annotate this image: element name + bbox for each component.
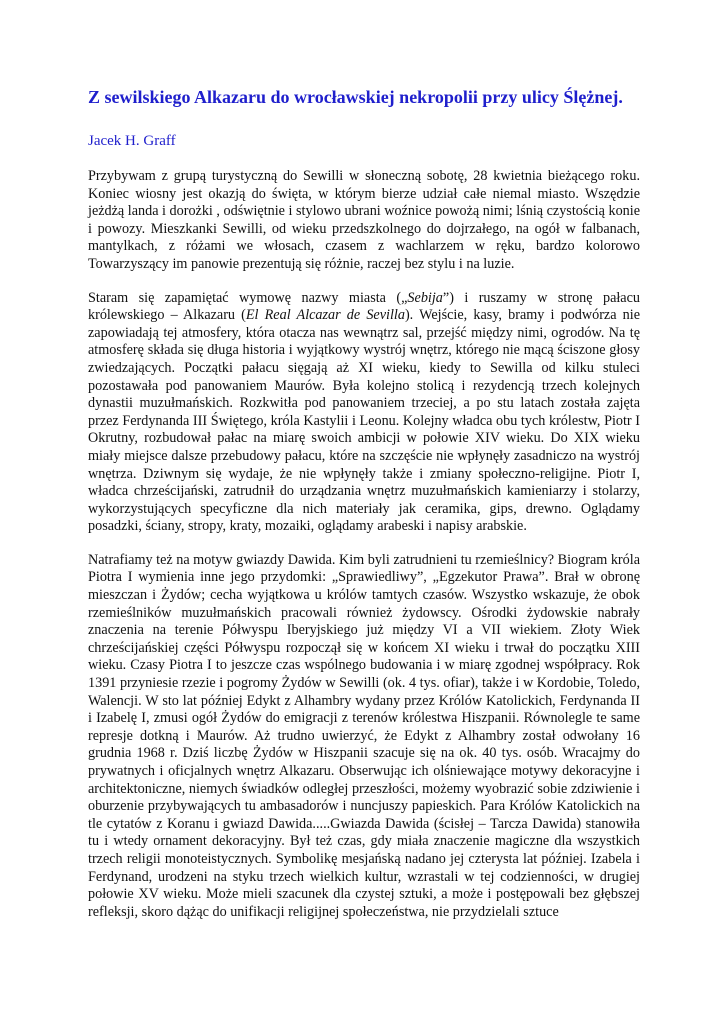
paragraph-2-part-3: ). Wejście, kasy, bramy i podwórza nie zapowiadają tej atmosfery, która otacza nas wewnątrz sal, przejść między nimi, ogrodów. Na tę atmosferę składa się długa historia i wyjątkowy wystrój wnętrz, którego nie mącą ściszone głosy zwiedzających. Początki pałacu sięgają aż XI wieku, kiedy to Sewilla od kilku stuleci pozostawała pod panowaniem Maurów. Była kolejno stolicą i rezydencją trzech kolejnych dynastii muzułmańskich. Rozkwitła pod panowaniem trzeciej, a po stu latach została zajęta przez Ferdynanda III Świętego, króla Kastylii i Leonu. Kolejny władca obu tych królestw, Piotr I Okrutny, rozbudował pałac na miarę swoich ambicji w połowie XIV wieku. Do XIX wieku miały miejsce dalsze przebudowy pałacu, które na szczęście nie wpłynęły zasadniczo na wystrój wnętrza. Dziwnym się wydaje, że nie wpłynęły także i zmiany społeczno-religijne. Piotr I, władca chrześcijański, zatrudnił do urządzania wnętrz muzułmańskich kamieniarzy i stolarzy, wykorzystujących specyficzne dla nich materiały jak ceramika, gips, drewno. Oglądamy posadzki, ściany, stropy, kraty, mozaiki, oglądamy arabeski i napisy arabskie. (88, 307, 641, 535)
paragraph-2-part-1: Staram się zapamiętać wymowę nazwy miasta („ (88, 289, 408, 306)
city-name-pronunciation: Sebija (407, 289, 443, 306)
palace-spanish-name: El Real Alcazar de Sevilla (245, 307, 405, 324)
paragraph-3: Natrafiamy też na motyw gwiazdy Dawida. Kim byli zatrudnieni tu rzemieślnicy? Biogram króla Piotra I wymienia inne jego przydomki: „Sprawiedliwy”, „Egzekutor Prawa”. Brał w obronę mieszczan i Żydów; cecha wyjątkowa u królów tamtych czasów. Wszystko wskazuje, że obok rzemieślników muzułmańskich pracowali również żydowscy. Ośrodki żydowskie nabrały znaczenia na terenie Półwyspu Iberyjskiego już między VI a VII wiekiem. Złoty Wiek chrześcijańskiej części Półwyspu rozpoczął się w końcem XI wieku i trwał do początku XIII wieku. Czasy Piotra I to jeszcze czas wspólnego budowania i w miarę zgodnej współpracy. Rok 1391 przyniesie rzezie i pogromy Żydów w Sewilli (ok. 4 tys. ofiar), także i w Kordobie, Toledo, Walencji. W sto lat później Edykt z Alhambry wydany przez Królów Katolickich, Ferdynanda II i Izabelę I, zmusi ogół Żydów do emigracji z terenów królestwa Hiszpanii. Równolegle te same represje dotkną i Maurów. Aż trudno uwierzyć, że Edykt z Alhambry został odwołany 16 grudnia 1968 r. Dziś liczbę Żydów w Hiszpanii szacuje się na ok. 40 tys. osób. Wracajmy do prywatnych i oficjalnych wnętrz Alkazaru. Obserwując ich olśniewające motywy dekoracyjne i architektoniczne, niemych świadków odległej przeszłości, możemy wyobrazić sobie zdziwienie i oburzenie przybywających tu ambasadorów i nuncjuszy papieskich. Para Królów Katolickich na tle cytatów z Koranu i gwiazd Dawida.....Gwiazda Dawida (ścisłej – Tarcza Dawida) stanowiła tu i wtedy ornament dekoracyjny. Był też czas, gdy miała znaczenie magiczne dla wszystkich trzech religii monoteistycznych. Symbolikę mesjańską nadano jej czterysta lat później. Izabela i Ferdynand, urodzeni na styku trzech wielkich kultur, wzrastali w tej codzienności, w drugiej połowie XV wieku. Może mieli szacunek dla czystej sztuki, a może i postępowali bez głębszej refleksji, skoro dążąc do unifikacji religijnej społeczeństwa, nie przydzielali sztuce (88, 551, 640, 920)
paragraph-2-part-2: ”) i ruszamy w stronę pałacu królewskiego – Alkazaru ( (88, 289, 641, 324)
paragraph-1: Przybywam z grupą turystyczną do Sewilli w słoneczną sobotę, 28 kwietnia bieżącego roku. Koniec wiosny jest okazją do święta, w którym bierze udział całe niemal miasto. Wszędzie jeżdżą landa i dorożki , odświętnie i stylowo ubrani woźnice powożą nimi; lśnią czystością konie i powozy. Mieszkanki Sewilli, od wieku przedszkolnego do dojrzałego, na ogół w falbanach, mantylkach, z różami we włosach, czasem z wachlarzem w ręku, bardzo kolorowo Towarzyszący im panowie prezentują się różnie, raczej bez stylu i na luzie. (88, 168, 640, 272)
document-title: Z sewilskiego Alkazaru do wrocławskiej nekropolii przy ulicy Ślężnej. (88, 87, 623, 107)
paragraph-2 (88, 290, 640, 536)
document-author: Jacek H. Graff (88, 133, 176, 149)
document-page (88, 86, 640, 937)
